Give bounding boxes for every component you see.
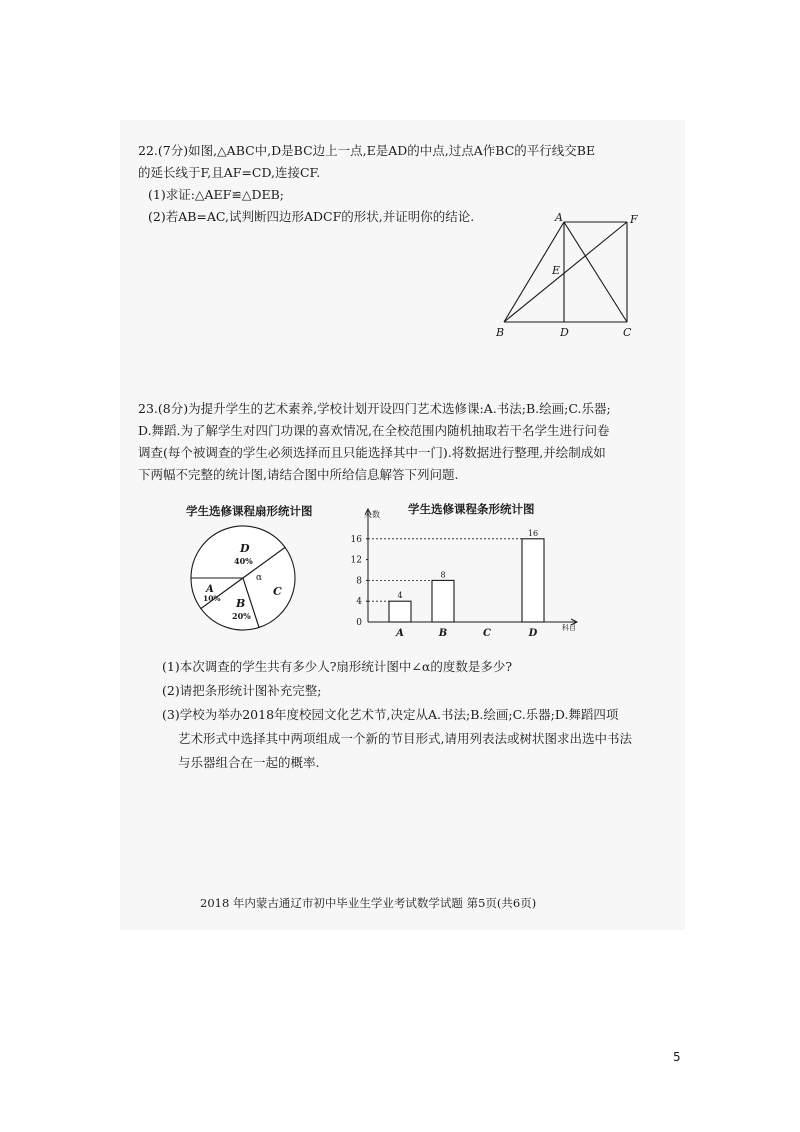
q23-subquestions — [162, 655, 672, 775]
bar-ytick-label: 0 — [356, 618, 362, 628]
segment-ac — [564, 222, 627, 322]
q22-part-2: (2)若AB=AC,试判断四边形ADCF的形状,并证明你的结论. — [148, 209, 475, 224]
page-number: 5 — [673, 1050, 681, 1064]
bar-value-label-b: 8 — [440, 570, 446, 580]
label-c: C — [623, 326, 632, 339]
label-b: B — [496, 326, 505, 339]
q22-part-1: (1)求证:△AEF≌△DEB; — [148, 187, 284, 202]
question-23 — [138, 398, 670, 486]
q22-line-1: 22.(7分)如图,△ABC中,D是BC边上一点,E是AD的中点,过点A作BC的平行线交BE — [138, 143, 596, 158]
pie-label-a: A — [206, 584, 214, 595]
bar-x-axis-label: 科目 — [562, 624, 576, 632]
bar-d — [522, 539, 544, 622]
q23-sub-2: (2)请把条形统计图补充完整; — [162, 683, 322, 698]
bar-chart-title: 学生选修课程条形统计图 — [408, 502, 535, 516]
q23-sub-3-cont-2: 与乐器组合在一起的概率. — [178, 755, 320, 770]
q22-line-2: 的延长线于F,且AF=CD,连接CF. — [138, 165, 321, 180]
q23-line-3: 调查(每个被调查的学生必须选择而且只能选择其中一门).将数据进行整理,并绘制成如 — [138, 445, 606, 460]
bar-ytick-label: 16 — [350, 534, 362, 545]
bar-category-a: A — [396, 628, 404, 639]
bar-value-label-d: 16 — [527, 528, 539, 538]
pie-chart — [186, 525, 316, 645]
bar-category-c: C — [483, 628, 491, 639]
pie-percent-b: 20% — [232, 611, 251, 621]
label-f: F — [630, 213, 638, 226]
bar-a — [389, 601, 411, 622]
bar-b — [432, 580, 454, 622]
q23-line-2: D.舞蹈.为了解学生对四门功课的喜欢情况,在全校范围内随机抽取若干名学生进行问卷 — [138, 423, 610, 438]
q23-sub-1: (1)本次调查的学生共有多少人?扇形统计图中∠α的度数是多少? — [162, 659, 513, 674]
label-a: A — [555, 212, 563, 224]
pie-label-b: B — [236, 597, 246, 610]
pie-chart-title: 学生选修课程扇形统计图 — [186, 504, 313, 518]
bar-category-d: D — [528, 628, 538, 639]
bar-chart — [344, 505, 584, 640]
q23-sub-3: (3)学校为举办2018年度校园文化艺术节,决定从A.书法;B.绘画;C.乐器;D.舞蹈四项 — [162, 707, 619, 722]
q23-line-4: 下两幅不完整的统计图,请结合图中所给信息解答下列问题. — [138, 467, 459, 482]
bar-ytick-label: 4 — [356, 597, 362, 608]
geometry-figure — [492, 212, 642, 342]
label-d: D — [560, 326, 569, 339]
bar-category-b: B — [438, 628, 448, 639]
q23-line-1: 23.(8分)为提升学生的艺术素养,学校计划开设四门艺术选修课:A.书法;B.绘画;C.乐器; — [138, 401, 611, 416]
q23-sub-3-cont-1: 艺术形式中选择其中两项组成一个新的节目形式,请用列表法或树状图求出选中书法 — [178, 731, 632, 746]
bar-ytick-label: 8 — [356, 576, 362, 587]
page-footer: 2018 年内蒙古通辽市初中毕业生学业考试数学试题 第5页(共6页) — [200, 896, 537, 910]
label-e: E — [552, 264, 561, 277]
pie-angle-alpha: α — [256, 573, 263, 583]
segment-bf — [504, 222, 627, 322]
bar-y-axis-label: 人数 — [364, 510, 380, 519]
pie-percent-a: 10% — [203, 594, 221, 603]
pie-label-c: C — [273, 585, 282, 598]
pie-label-d: D — [240, 542, 250, 555]
bar-ytick-label: 12 — [350, 555, 362, 566]
pie-percent-d: 40% — [234, 556, 253, 566]
bar-value-label-a: 4 — [397, 591, 403, 601]
